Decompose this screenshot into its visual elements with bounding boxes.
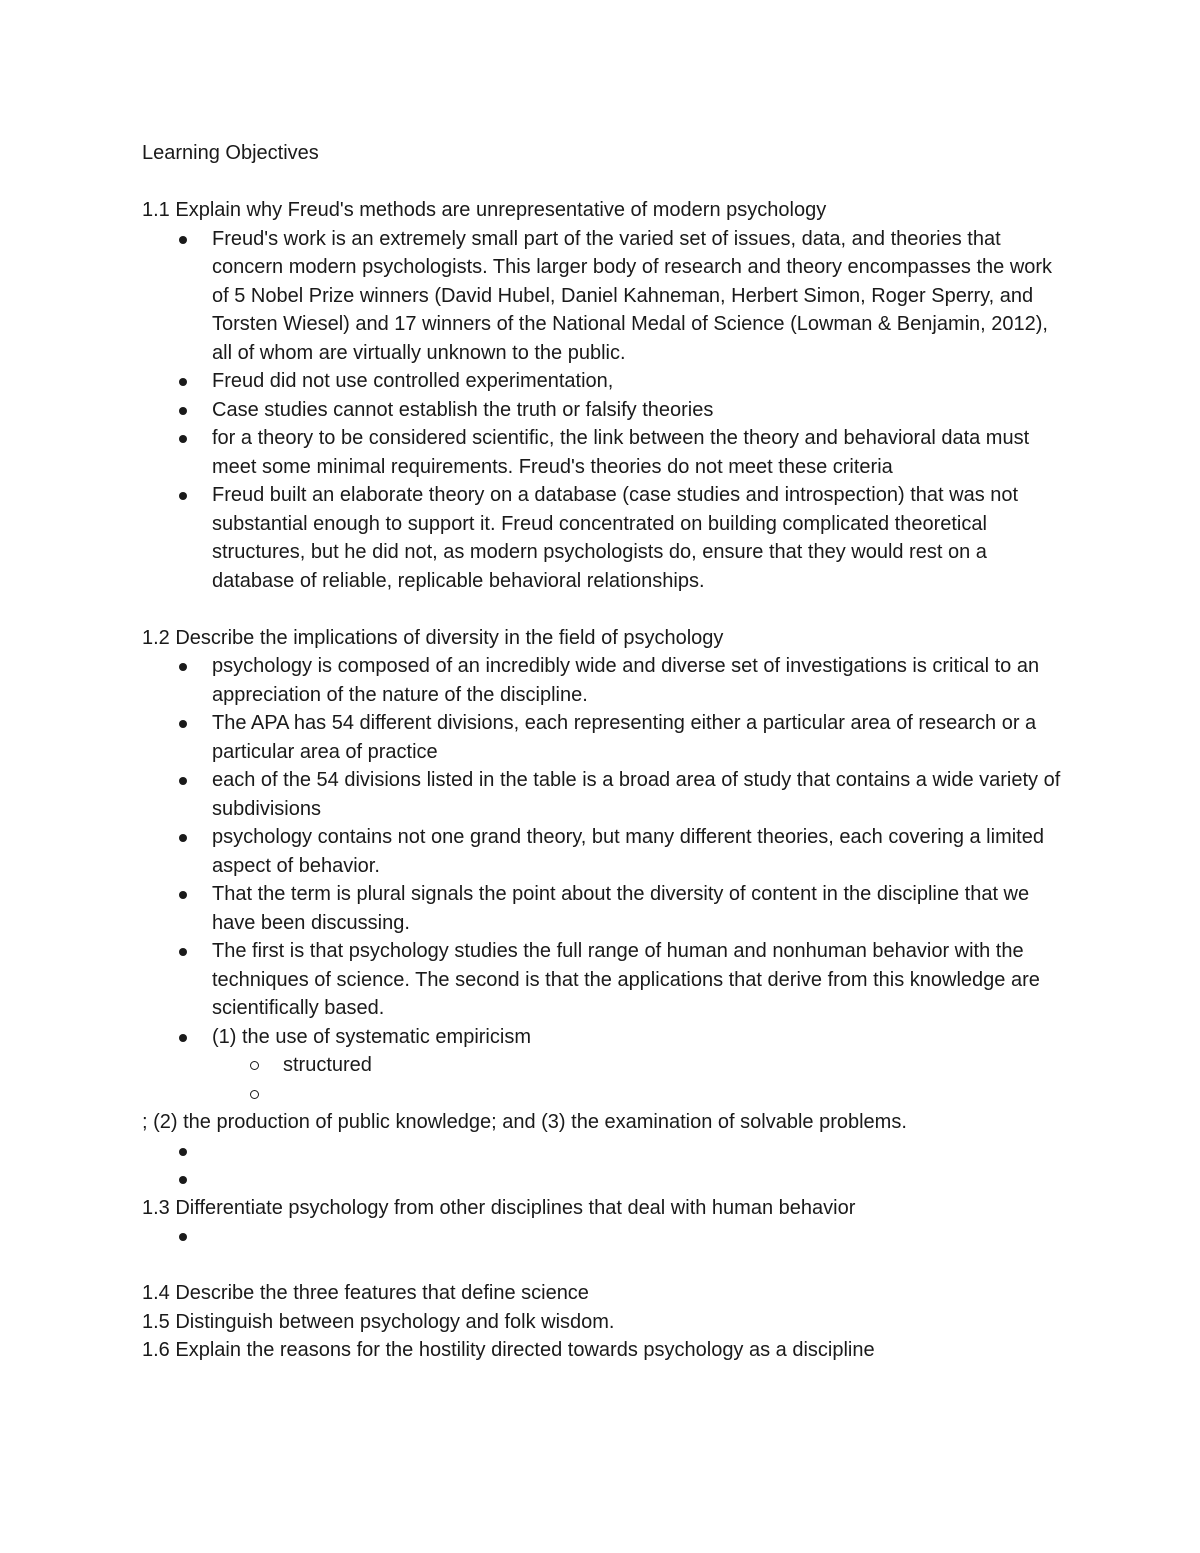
list-item: [212, 225, 1072, 368]
list-item-empty: [212, 1165, 1072, 1194]
list-item: [212, 880, 1072, 937]
list-item: [212, 766, 1072, 823]
list-item-text: Freud did not use controlled experimentation,: [212, 370, 614, 392]
bullet-icon: [179, 663, 187, 671]
list-item-text: The APA has 54 different divisions, each representing either a particular area of research or a particular area of practice: [212, 712, 1037, 763]
list-item-text: Case studies cannot establish the truth or falsify theories: [212, 398, 714, 421]
list-item-text: psychology contains not one grand theory, but many different theories, each covering a limited aspect of behavior.: [212, 826, 1044, 877]
objective-1-6-heading: 1.6 Explain the reasons for the hostility directed towards psychology as a discipline: [142, 1339, 875, 1361]
bullet-icon: [179, 891, 187, 899]
empty-list: [142, 1137, 1072, 1194]
list-item-text: The first is that psychology studies the full range of human and nonhuman behavior with the techniques of science. The second is that the applications that derive from this knowledge are scientifically based.: [212, 940, 1040, 1019]
list-item: [212, 367, 1072, 396]
document-title: Learning Objectives: [142, 142, 319, 164]
objective-1-2-list: [142, 652, 1072, 1108]
blank-line: [142, 168, 1072, 197]
list-item-text: That the term is plural signals the point about the diversity of content in the discipline that we have been discussing.: [212, 883, 1030, 934]
list-item: [212, 652, 1072, 709]
bullet-icon: [179, 378, 187, 386]
bullet-icon: [179, 1034, 187, 1042]
list-item: [212, 396, 1072, 425]
list-item: [212, 823, 1072, 880]
list-item: [212, 1023, 1072, 1109]
list-item: [212, 424, 1072, 481]
sub-list-item: [283, 1051, 1072, 1080]
hollow-bullet-icon: [250, 1090, 259, 1099]
objective-1-5-heading: 1.5 Distinguish between psychology and folk wisdom.: [142, 1310, 615, 1333]
blank-line: [142, 595, 1072, 624]
list-item: [212, 709, 1072, 766]
objective-1-4-heading: 1.4 Describe the three features that define science: [142, 1282, 589, 1304]
list-item: [212, 481, 1072, 595]
list-item-text: psychology is composed of an incredibly wide and diverse set of investigations is critical to an appreciation of the nature of the discipline.: [212, 655, 1040, 706]
objective-1-3-heading: 1.3 Differentiate psychology from other disciplines that deal with human behavior: [142, 1196, 856, 1219]
list-item: [212, 937, 1072, 1023]
bullet-icon: [179, 236, 187, 244]
list-item-empty: [212, 1222, 1072, 1251]
list-item-empty: [212, 1137, 1072, 1166]
list-item-text: each of the 54 divisions listed in the table is a broad area of study that contains a wide variety of subdivisions: [212, 769, 1061, 820]
bullet-icon: [179, 1148, 187, 1156]
list-item-text: Freud built an elaborate theory on a database (case studies and introspection) that was not substantial enough to support it. Freud concentrated on building complicated theoretical structures, but he did not, as modern psychologists do, ensure that they would rest on a database of reliable, replicable behavioral relationships.: [212, 484, 1019, 592]
sub-list: [212, 1051, 1072, 1108]
list-item-text: Freud's work is an extremely small part of the varied set of issues, data, and theories that concern modern psychologists. This larger body of research and theory encompasses the work of 5 Nobel Prize winners (David Hubel, Daniel Kahneman, Herbert Simon, Roger Sperry, and Torsten Wiesel) and 17 winners of the National Medal of Science (Lowman & Benjamin, 2012), all of whom are virtually unknown to the public.: [212, 227, 1053, 364]
bullet-icon: [179, 492, 187, 500]
bullet-icon: [179, 1233, 187, 1241]
bullet-icon: [179, 1176, 187, 1184]
sub-list-item-text: structured: [283, 1054, 372, 1076]
bullet-icon: [179, 407, 187, 415]
bullet-icon: [179, 777, 187, 785]
objective-1-2-heading: 1.2 Describe the implications of diversity in the field of psychology: [142, 626, 724, 649]
objective-1-3-list: [142, 1222, 1072, 1251]
objective-1-1-heading: 1.1 Explain why Freud's methods are unrepresentative of modern psychology: [142, 199, 827, 221]
blank-line: [142, 1251, 1072, 1280]
bullet-icon: [179, 435, 187, 443]
objective-1-1-list: [142, 225, 1072, 596]
bullet-icon: [179, 720, 187, 728]
list-item-text: for a theory to be considered scientific, the link between the theory and behavioral data must meet some minimal requirements. Freud's theories do not meet these criteria: [212, 427, 1030, 478]
list-item-text: (1) the use of systematic empiricism: [212, 1025, 531, 1048]
document-page: [142, 139, 1072, 1365]
sub-list-item-empty: [283, 1080, 1072, 1109]
hollow-bullet-icon: [250, 1061, 259, 1070]
continuation-text: ; (2) the production of public knowledge; and (3) the examination of solvable problems.: [142, 1111, 907, 1133]
bullet-icon: [179, 834, 187, 842]
bullet-icon: [179, 948, 187, 956]
